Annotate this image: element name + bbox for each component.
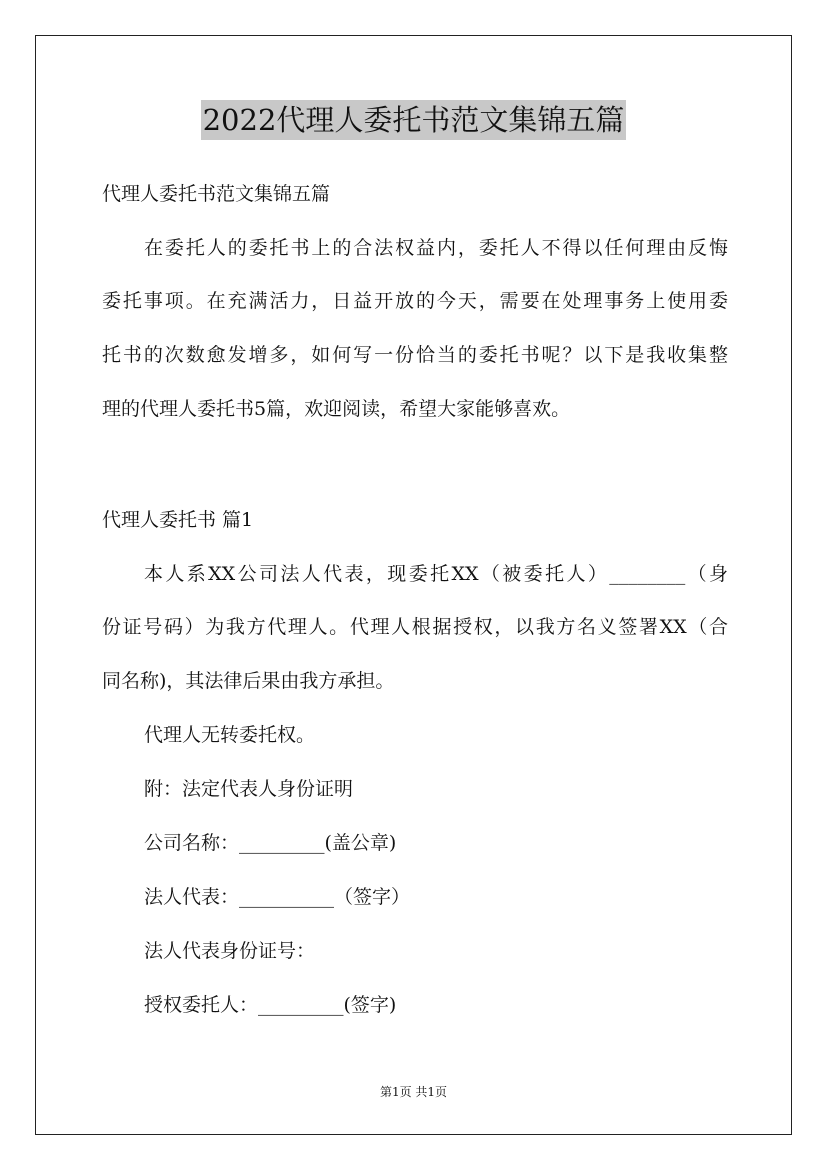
title-container — [0, 100, 827, 140]
intro-line-2: 委托事项。在充满活力，日益开放的今天，需要在处理事务上使用委 — [102, 290, 728, 312]
page-footer: 第1页 共1页 — [379, 1085, 448, 1099]
document-title: 2022代理人委托书范文集锦五篇 — [201, 100, 627, 140]
legal-rep-id-field: 法人代表身份证号： — [144, 940, 316, 962]
legal-rep-field: 法人代表：__________（签字） — [144, 886, 411, 908]
authorizer-field: 授权委托人：_________(签字) — [144, 994, 397, 1016]
intro-line-1: 在委托人的委托书上的合法权益内，委托人不得以任何理由反悔 — [144, 237, 728, 259]
section-line-1: 本人系XX公司法人代表，现委托XX（被委托人）________（身 — [144, 563, 728, 585]
attachment-line: 附：法定代表人身份证明 — [144, 778, 354, 800]
company-name-field: 公司名称：_________(盖公章) — [144, 832, 397, 854]
intro-line-3: 托书的次数愈发增多，如何写一份恰当的委托书呢？以下是我收集整 — [102, 344, 728, 366]
intro-line-4: 理的代理人委托书5篇，欢迎阅读，希望大家能够喜欢。 — [102, 398, 571, 420]
no-transfer-line: 代理人无转委托权。 — [144, 724, 316, 746]
section-heading: 代理人委托书 篇1 — [102, 509, 254, 531]
section-line-3: 同名称)，其法律后果由我方承担。 — [102, 670, 395, 692]
section-line-2: 份证号码）为我方代理人。代理人根据授权，以我方名义签署XX（合 — [102, 616, 728, 638]
document-subtitle: 代理人委托书范文集锦五篇 — [102, 183, 331, 205]
